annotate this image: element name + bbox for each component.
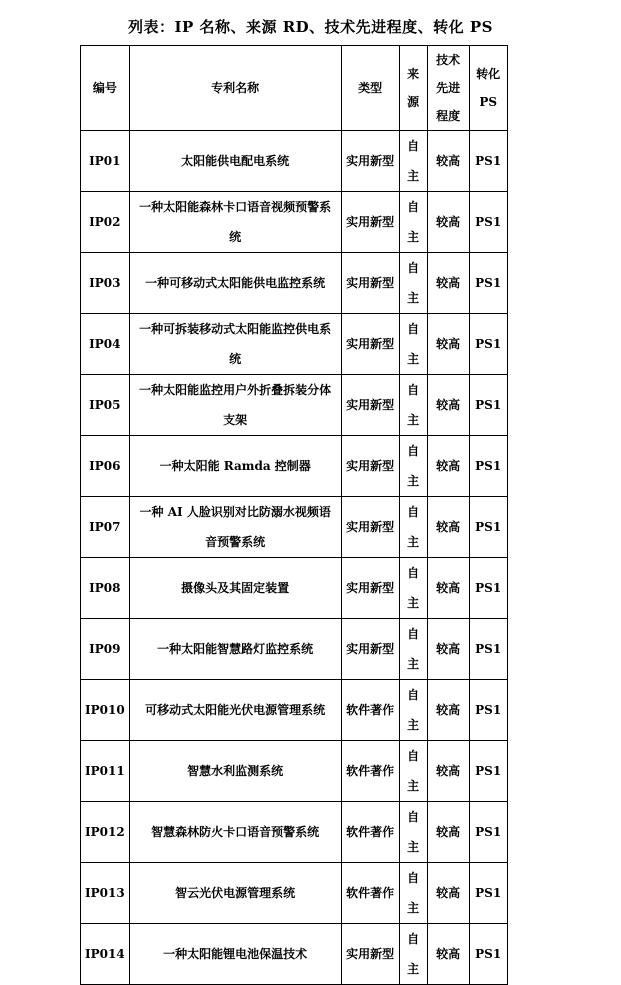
cell-ps: PS1 xyxy=(469,497,507,558)
cell-id: IP014 xyxy=(81,924,130,985)
header-id: 编号 xyxy=(81,46,130,131)
cell-name: 一种可移动式太阳能供电监控系统 xyxy=(129,253,341,314)
table-row xyxy=(81,192,508,253)
cell-ps: PS1 xyxy=(469,131,507,192)
cell-ps: PS1 xyxy=(469,924,507,985)
table-header-row xyxy=(81,46,508,131)
cell-level: 较高 xyxy=(427,497,469,558)
table-row xyxy=(81,619,508,680)
cell-name: 一种太阳能 Ramda 控制器 xyxy=(129,436,341,497)
cell-type: 实用新型 xyxy=(341,375,399,436)
cell-name: 一种可拆装移动式太阳能监控供电系统 xyxy=(129,314,341,375)
cell-level: 较高 xyxy=(427,131,469,192)
cell-type: 实用新型 xyxy=(341,253,399,314)
header-level: 技术先进程度 xyxy=(427,46,469,131)
cell-level: 较高 xyxy=(427,619,469,680)
cell-source: 自主 xyxy=(399,924,427,985)
cell-id: IP011 xyxy=(81,741,130,802)
table-row xyxy=(81,741,508,802)
cell-source: 自主 xyxy=(399,802,427,863)
cell-name: 一种太阳能监控用户外折叠拆装分体支架 xyxy=(129,375,341,436)
cell-level: 较高 xyxy=(427,436,469,497)
cell-type: 实用新型 xyxy=(341,131,399,192)
table-row xyxy=(81,131,508,192)
cell-type: 软件著作 xyxy=(341,680,399,741)
cell-ps: PS1 xyxy=(469,558,507,619)
cell-name: 智云光伏电源管理系统 xyxy=(129,863,341,924)
table-row xyxy=(81,314,508,375)
cell-ps: PS1 xyxy=(469,680,507,741)
cell-id: IP01 xyxy=(81,131,130,192)
cell-type: 软件著作 xyxy=(341,802,399,863)
cell-source: 自主 xyxy=(399,863,427,924)
cell-type: 实用新型 xyxy=(341,558,399,619)
cell-id: IP08 xyxy=(81,558,130,619)
cell-ps: PS1 xyxy=(469,619,507,680)
cell-id: IP07 xyxy=(81,497,130,558)
cell-type: 实用新型 xyxy=(341,497,399,558)
cell-ps: PS1 xyxy=(469,436,507,497)
cell-source: 自主 xyxy=(399,131,427,192)
cell-name: 一种太阳能锂电池保温技术 xyxy=(129,924,341,985)
cell-id: IP09 xyxy=(81,619,130,680)
cell-source: 自主 xyxy=(399,253,427,314)
cell-source: 自主 xyxy=(399,741,427,802)
cell-level: 较高 xyxy=(427,802,469,863)
cell-id: IP04 xyxy=(81,314,130,375)
table-row xyxy=(81,375,508,436)
cell-level: 较高 xyxy=(427,253,469,314)
cell-name: 摄像头及其固定装置 xyxy=(129,558,341,619)
cell-source: 自主 xyxy=(399,680,427,741)
cell-level: 较高 xyxy=(427,924,469,985)
table-row xyxy=(81,863,508,924)
cell-source: 自主 xyxy=(399,497,427,558)
cell-name: 智慧森林防火卡口语音预警系统 xyxy=(129,802,341,863)
cell-ps: PS1 xyxy=(469,314,507,375)
header-type: 类型 xyxy=(341,46,399,131)
document-title: 列表：IP 名称、来源 RD、技术先进程度、转化 PS xyxy=(127,18,494,36)
cell-id: IP06 xyxy=(81,436,130,497)
cell-name: 智慧水利监测系统 xyxy=(129,741,341,802)
table-row xyxy=(81,802,508,863)
cell-id: IP03 xyxy=(81,253,130,314)
table-row xyxy=(81,436,508,497)
table-body xyxy=(81,131,508,985)
table-row xyxy=(81,253,508,314)
cell-level: 较高 xyxy=(427,863,469,924)
cell-type: 实用新型 xyxy=(341,192,399,253)
cell-id: IP010 xyxy=(81,680,130,741)
cell-source: 自主 xyxy=(399,314,427,375)
cell-name: 一种太阳能森林卡口语音视频预警系统 xyxy=(129,192,341,253)
cell-type: 实用新型 xyxy=(341,619,399,680)
cell-ps: PS1 xyxy=(469,192,507,253)
cell-level: 较高 xyxy=(427,558,469,619)
cell-level: 较高 xyxy=(427,314,469,375)
cell-ps: PS1 xyxy=(469,741,507,802)
table-row xyxy=(81,924,508,985)
cell-id: IP013 xyxy=(81,863,130,924)
cell-type: 软件著作 xyxy=(341,741,399,802)
cell-name: 太阳能供电配电系统 xyxy=(129,131,341,192)
cell-source: 自主 xyxy=(399,375,427,436)
table-row xyxy=(81,558,508,619)
cell-type: 实用新型 xyxy=(341,436,399,497)
cell-source: 自主 xyxy=(399,436,427,497)
cell-name: 一种 AI 人脸识别对比防溺水视频语音预警系统 xyxy=(129,497,341,558)
cell-source: 自主 xyxy=(399,619,427,680)
cell-name: 一种太阳能智慧路灯监控系统 xyxy=(129,619,341,680)
cell-level: 较高 xyxy=(427,680,469,741)
cell-name: 可移动式太阳能光伏电源管理系统 xyxy=(129,680,341,741)
header-ps: 转化 PS xyxy=(469,46,507,131)
cell-id: IP02 xyxy=(81,192,130,253)
cell-type: 实用新型 xyxy=(341,314,399,375)
cell-level: 较高 xyxy=(427,192,469,253)
cell-type: 实用新型 xyxy=(341,924,399,985)
table-row xyxy=(81,497,508,558)
cell-source: 自主 xyxy=(399,558,427,619)
cell-ps: PS1 xyxy=(469,863,507,924)
ip-table xyxy=(80,45,508,985)
header-name: 专利名称 xyxy=(129,46,341,131)
cell-source: 自主 xyxy=(399,192,427,253)
cell-id: IP012 xyxy=(81,802,130,863)
header-source: 来源 xyxy=(399,46,427,131)
table-row xyxy=(81,680,508,741)
cell-type: 软件著作 xyxy=(341,863,399,924)
cell-id: IP05 xyxy=(81,375,130,436)
cell-level: 较高 xyxy=(427,375,469,436)
cell-ps: PS1 xyxy=(469,253,507,314)
cell-level: 较高 xyxy=(427,741,469,802)
cell-ps: PS1 xyxy=(469,375,507,436)
cell-ps: PS1 xyxy=(469,802,507,863)
